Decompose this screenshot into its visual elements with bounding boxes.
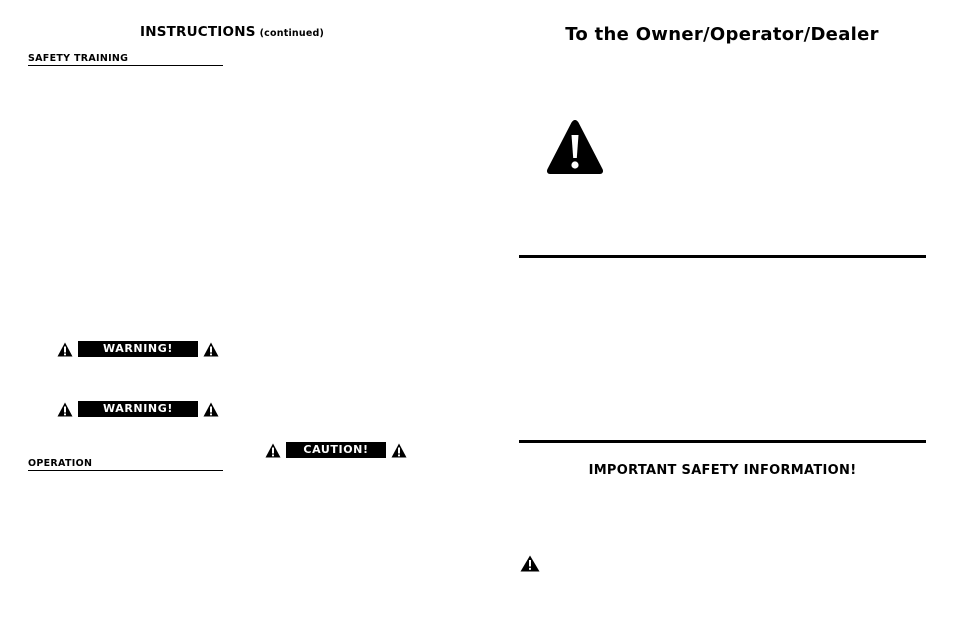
warning-signal-1 bbox=[57, 341, 219, 357]
warning-triangle-icon bbox=[391, 443, 407, 458]
page-title-owner-operator-dealer: To the Owner/Operator/Dealer bbox=[565, 24, 879, 45]
warning-triangle-icon bbox=[203, 342, 219, 357]
caution-label: CAUTION! bbox=[286, 442, 386, 458]
section-heading-safety-training: SAFETY TRAINING bbox=[28, 53, 223, 66]
caution-signal-1 bbox=[265, 442, 407, 458]
important-safety-heading: IMPORTANT SAFETY INFORMATION! bbox=[588, 463, 857, 478]
warning-triangle-icon bbox=[545, 118, 605, 176]
warning-triangle-icon bbox=[265, 443, 281, 458]
warning-triangle-icon bbox=[57, 342, 73, 357]
warning-signal-2 bbox=[57, 401, 219, 417]
title-text: INSTRUCTIONS bbox=[139, 24, 256, 40]
title-suffix: (continued) bbox=[259, 28, 325, 39]
page-title-instructions bbox=[0, 24, 464, 40]
section-heading-operation: OPERATION bbox=[28, 458, 223, 471]
warning-label: WARNING! bbox=[78, 341, 198, 357]
warning-triangle-icon bbox=[203, 402, 219, 417]
horizontal-rule bbox=[519, 255, 926, 258]
warning-triangle-icon bbox=[57, 402, 73, 417]
horizontal-rule bbox=[519, 440, 926, 443]
warning-triangle-icon bbox=[520, 555, 540, 572]
warning-label: WARNING! bbox=[78, 401, 198, 417]
